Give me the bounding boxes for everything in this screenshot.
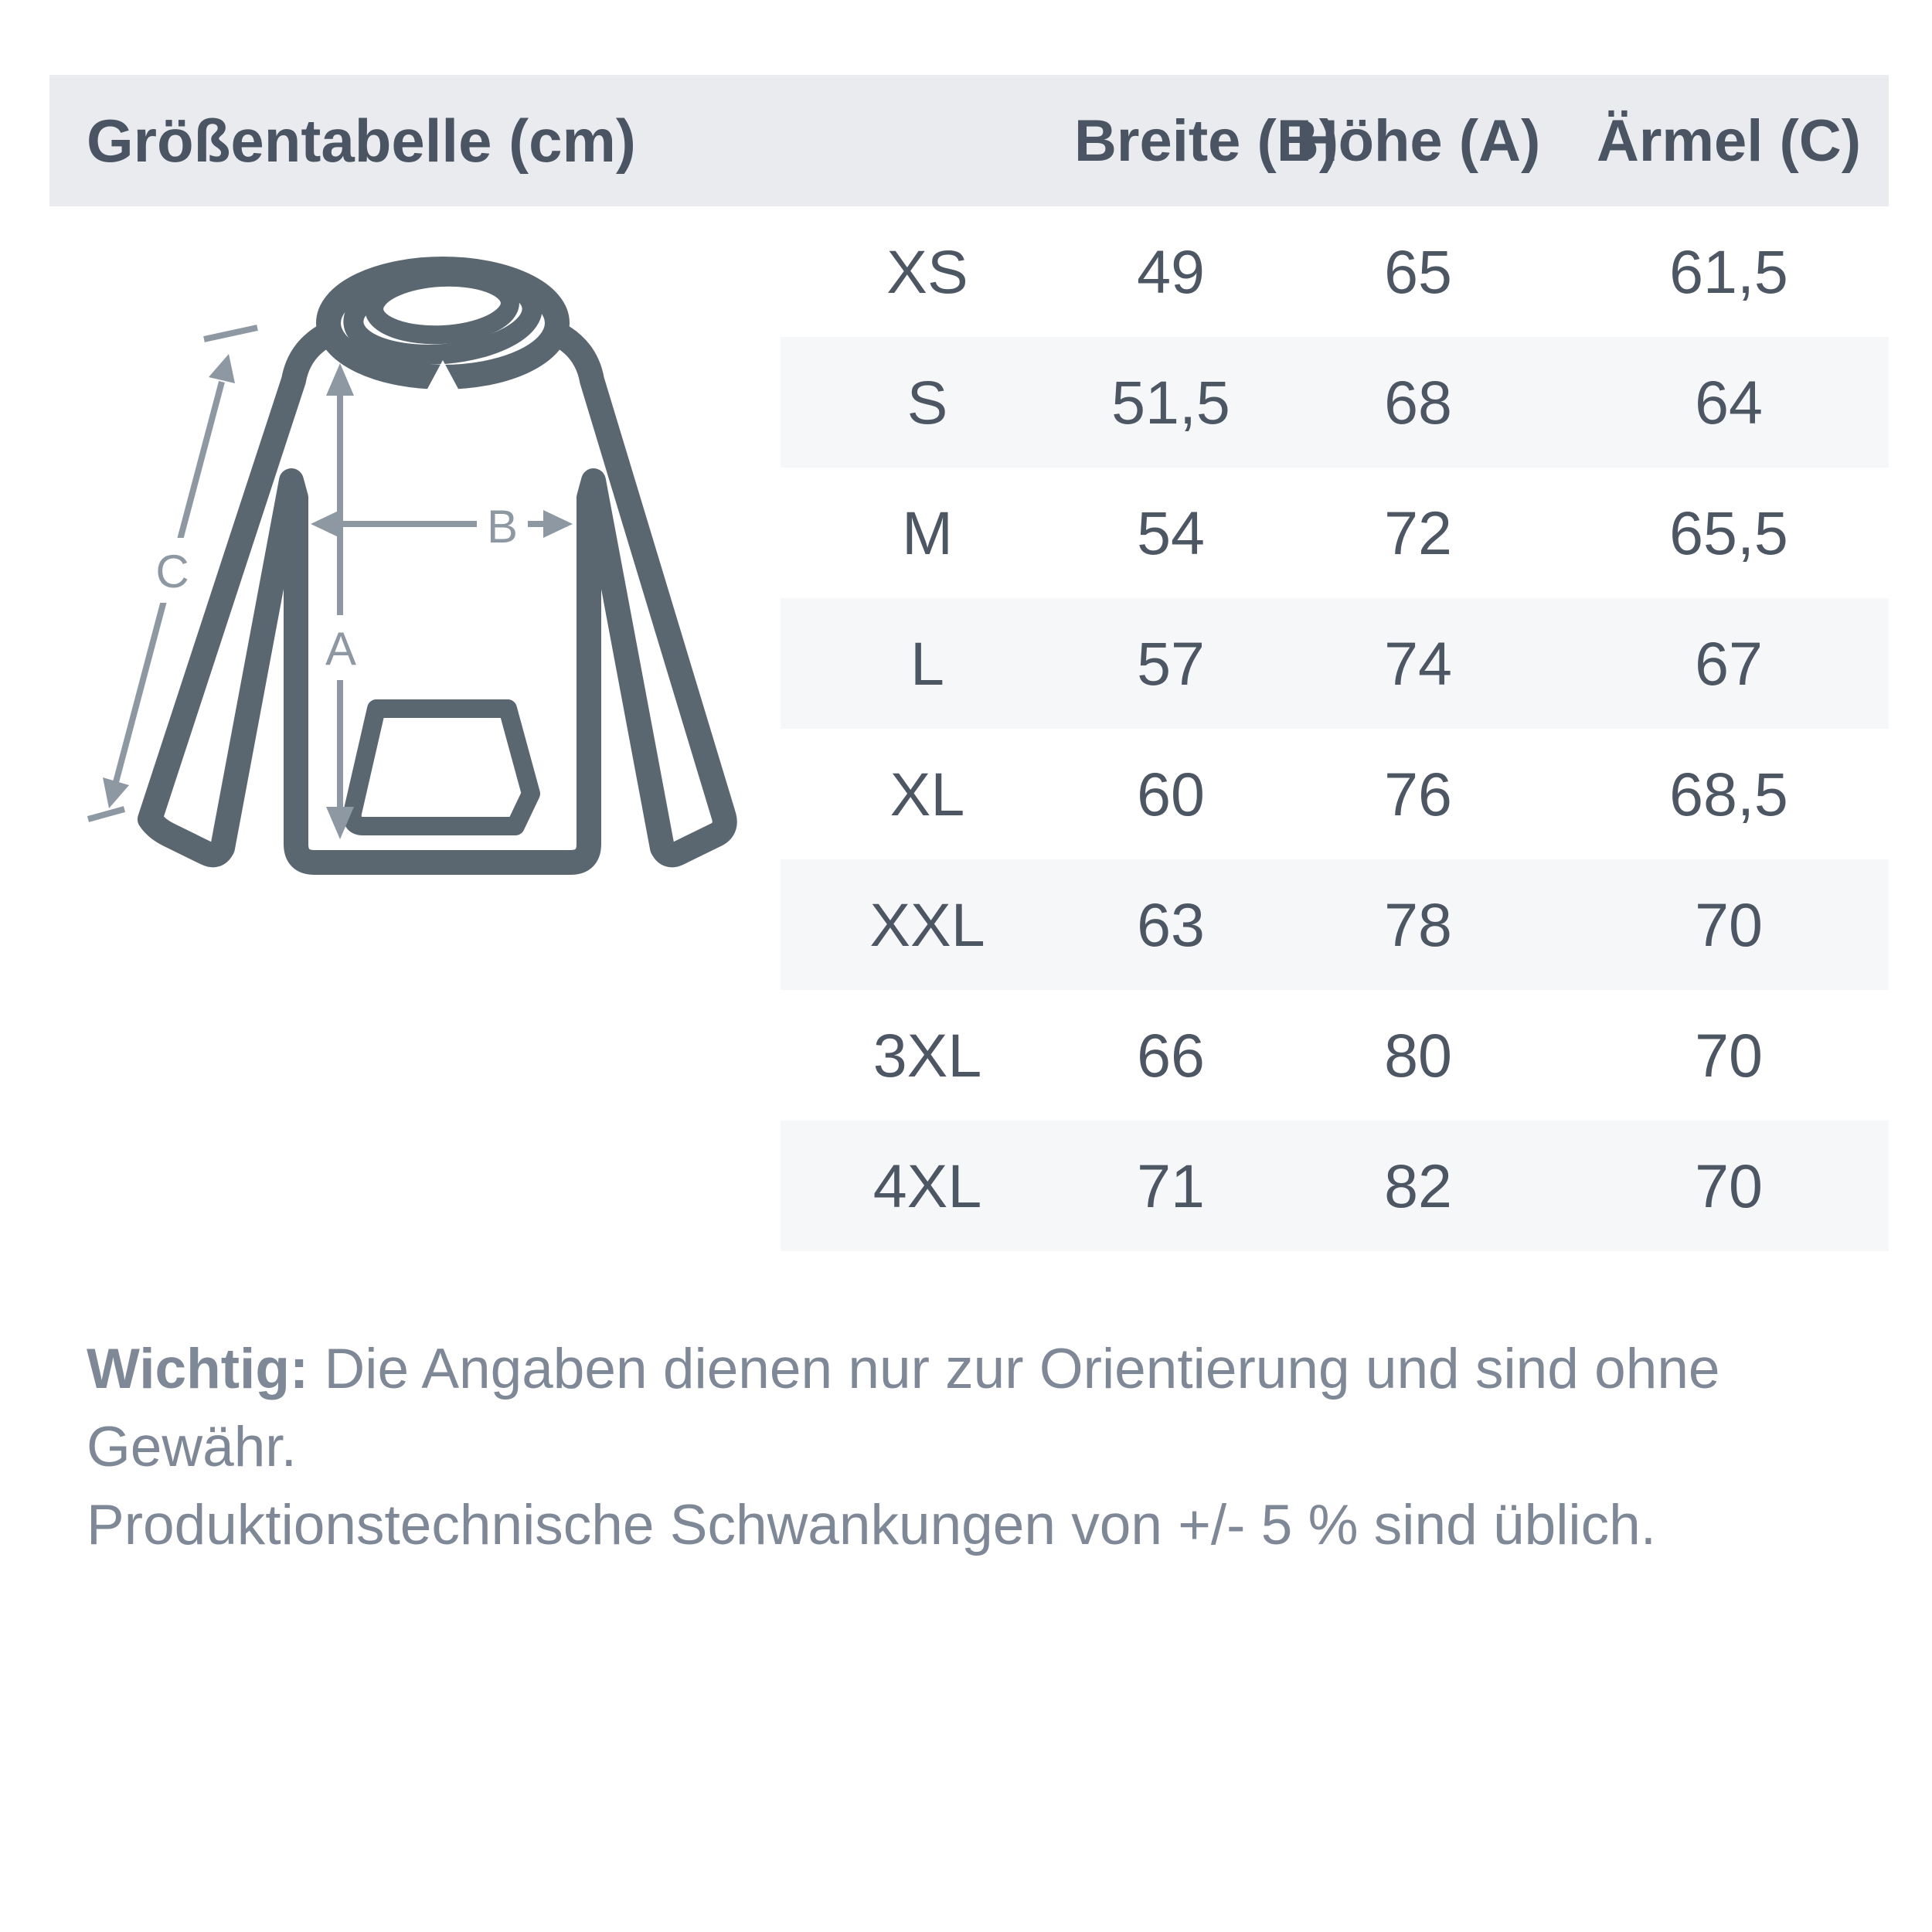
aermel-value: 67: [1695, 628, 1763, 698]
aermel-value: 68,5: [1669, 759, 1788, 828]
breite-value: 66: [1137, 1020, 1205, 1090]
table-row: [781, 1121, 1889, 1251]
pocket-icon: [352, 709, 531, 826]
aermel-value: 70: [1695, 1151, 1763, 1220]
hoehe-value: 82: [1384, 1151, 1452, 1220]
breite-value: 51,5: [1111, 367, 1230, 437]
label-c: C: [155, 546, 189, 597]
size-label: XL: [889, 759, 965, 828]
note-line1: Die Angaben dienen nur zur Orientierung und sind ohne Gewähr.: [87, 1338, 1720, 1478]
aermel-value: 64: [1695, 367, 1763, 437]
size-label: XS: [886, 236, 968, 306]
hoehe-value: 74: [1384, 628, 1452, 698]
column-header-breite: Breite (B): [1074, 107, 1339, 174]
breite-value: 54: [1137, 498, 1205, 567]
size-label: M: [902, 498, 953, 567]
aermel-value: 70: [1695, 1020, 1763, 1090]
breite-value: 57: [1137, 628, 1205, 698]
hoehe-value: 76: [1384, 759, 1452, 828]
size-table: [781, 206, 1889, 1251]
size-label: XXL: [869, 889, 985, 959]
disclaimer-note: [87, 1330, 1818, 1564]
aermel-value: 70: [1695, 889, 1763, 959]
note-line2: Produktionstechnische Schwankungen von +/- 5 % sind üblich.: [87, 1494, 1657, 1556]
table-row: [781, 859, 1889, 990]
label-b: B: [486, 501, 519, 553]
aermel-value: 61,5: [1669, 236, 1788, 306]
hoehe-value: 68: [1384, 367, 1452, 437]
sleeve-tick-bottom: [88, 809, 124, 819]
table-row: [781, 206, 1889, 337]
table-row: [781, 468, 1889, 598]
note-label: Wichtig:: [87, 1338, 309, 1400]
label-a: A: [325, 623, 357, 675]
hoehe-value: 72: [1384, 498, 1452, 567]
column-header-hoehe: Höhe (A): [1295, 107, 1541, 174]
hoehe-value: 65: [1384, 236, 1452, 306]
hoehe-value: 78: [1384, 889, 1452, 959]
breite-value: 60: [1137, 759, 1205, 828]
hoehe-value: 80: [1384, 1020, 1452, 1090]
size-label: L: [910, 628, 944, 698]
size-label: 3XL: [872, 1020, 982, 1090]
column-header-aermel: Ärmel (C): [1596, 107, 1862, 174]
breite-value: 71: [1137, 1151, 1205, 1220]
hood-icon: [328, 269, 557, 390]
table-row: [781, 337, 1889, 468]
aermel-value: 65,5: [1669, 498, 1788, 567]
sleeve-tick-top: [204, 328, 257, 339]
hoodie-measurement-diagram: [70, 224, 804, 881]
page-title: Größentabelle (cm): [87, 106, 636, 175]
table-header-bar: [49, 75, 1889, 206]
size-label: S: [906, 367, 948, 437]
table-row: [781, 990, 1889, 1121]
breite-value: 63: [1137, 889, 1205, 959]
size-label: 4XL: [872, 1151, 982, 1220]
breite-value: 49: [1137, 236, 1205, 306]
table-row: [781, 729, 1889, 859]
table-row: [781, 598, 1889, 729]
